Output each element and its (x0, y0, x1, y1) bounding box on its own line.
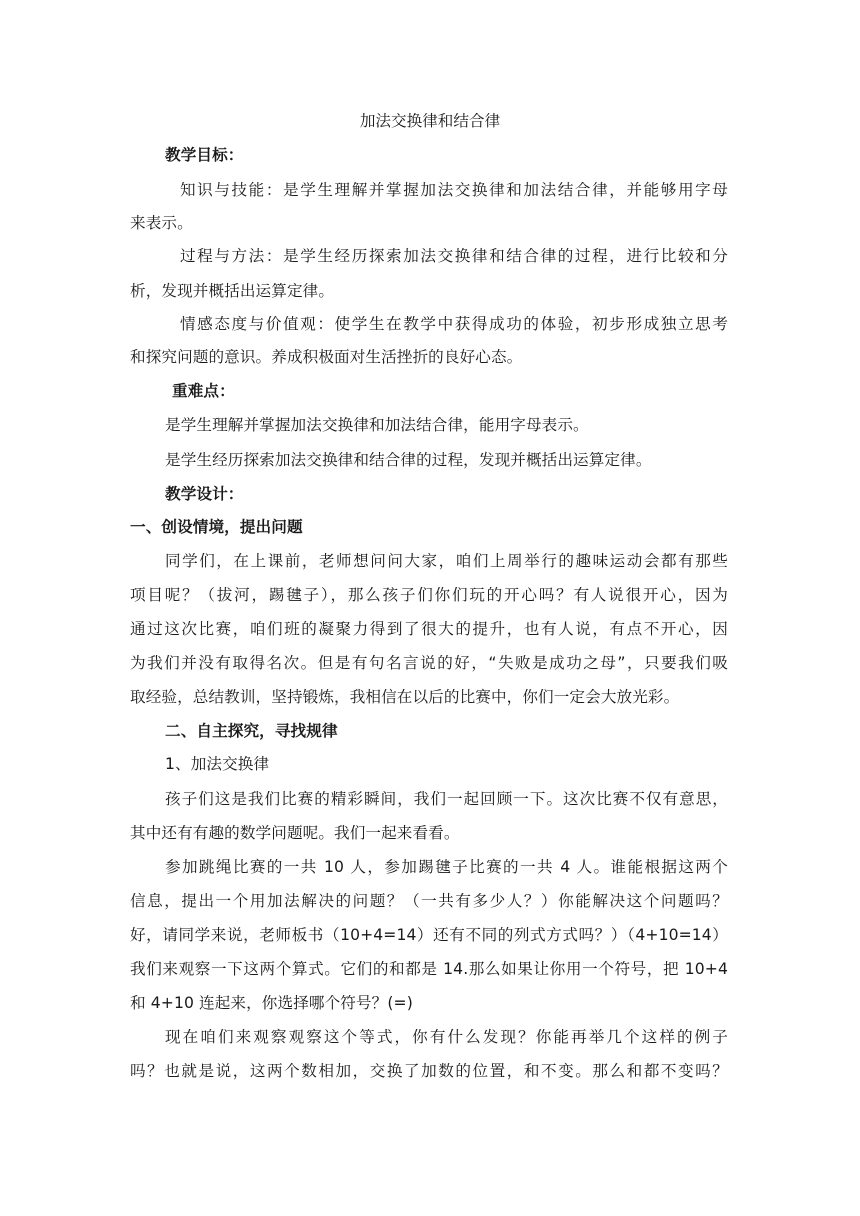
s1-paragraph-line-1: 同学们，在上课前，老师想问问大家，咱们上周举行的趣味运动会都有那些 (165, 552, 728, 570)
goal-emotion-line-1: 情感态度与价值观：使学生在教学中获得成功的体验，初步形成独立思考 (180, 315, 728, 333)
s2-paragraph1-line-2: 其中还有有趣的数学问题呢。我们一起来看看。 (130, 824, 460, 842)
design-heading: 教学设计： (165, 485, 244, 503)
s2-paragraph2-line-1: 参加跳绳比赛的一共 10 人，参加踢毽子比赛的一共 4 人。谁能根据这两个 (165, 858, 728, 876)
page-title: 加法交换律和结合律 (359, 112, 501, 130)
s2-paragraph2-line-4: 我们来观察一下这两个算式。它们的和都是 14.那么如果让你用一个符号，把 10+4 (130, 960, 728, 978)
keypoint-1: 是学生理解并掌握加法交换律和加法结合律，能用字母表示。 (165, 416, 589, 434)
s2-paragraph3-line-1: 现在咱们来观察观察这个等式，你有什么发现？你能再举几个这样的例子 (165, 1028, 728, 1046)
keypoint-2: 是学生经历探索加法交换律和结合律的过程，发现并概括出运算定律。 (165, 451, 652, 469)
goal-process-line-2: 析，发现并概括出运算定律。 (130, 282, 335, 300)
s2-paragraph2-line-2: 信息，提出一个用加法解决的问题？（一共有多少人？）你能解决这个问题吗？ (130, 892, 728, 910)
goal-knowledge-line-1: 知识与技能：是学生理解并掌握加法交换律和加法结合律，并能够用字母 (180, 181, 728, 199)
s2-paragraph3-line-2: 吗？也就是说，这两个数相加，交换了加数的位置，和不变。那么和都不变吗？ (130, 1062, 728, 1080)
s2-paragraph2-line-3: 好，请同学来说，老师板书（10+4=14）还有不同的列式方式吗？）（4+10=14） (130, 926, 728, 944)
goals-heading: 教学目标： (165, 146, 244, 164)
goal-process-line-1: 过程与方法：是学生经历探索加法交换律和结合律的过程，进行比较和分 (180, 247, 728, 265)
section-2-heading: 二、自主探究，寻找规律 (165, 722, 338, 740)
s1-paragraph-line-3: 通过这次比赛，咱们班的凝聚力得到了很大的提升，也有人说，有点不开心，因 (130, 620, 728, 638)
subsection-1-heading: 1、加法交换律 (165, 755, 270, 773)
section-1-heading: 一、创设情境，提出问题 (130, 518, 303, 536)
keypoints-heading: 重难点： (172, 382, 235, 400)
s1-paragraph-line-2: 项目呢？（拔河，踢毽子），那么孩子们你们玩的开心吗？有人说很开心，因为 (130, 586, 728, 604)
s1-paragraph-line-4: 为我们并没有取得名次。但是有句名言说的好，“失败是成功之母”，只要我们吸 (130, 654, 728, 672)
goal-emotion-line-2: 和探究问题的意识。养成积极面对生活挫折的良好心态。 (130, 348, 523, 366)
goal-knowledge-line-2: 来表示。 (130, 214, 193, 232)
s2-paragraph2-line-5: 和 4+10 连起来，你选择哪个符号？(=) (130, 994, 413, 1012)
s2-paragraph1-line-1: 孩子们这是我们比赛的精彩瞬间，我们一起回顾一下。这次比赛不仅有意思， (165, 790, 728, 808)
s1-paragraph-line-5: 取经验，总结教训，坚持锻炼，我相信在以后的比赛中，你们一定会大放光彩。 (130, 688, 680, 706)
